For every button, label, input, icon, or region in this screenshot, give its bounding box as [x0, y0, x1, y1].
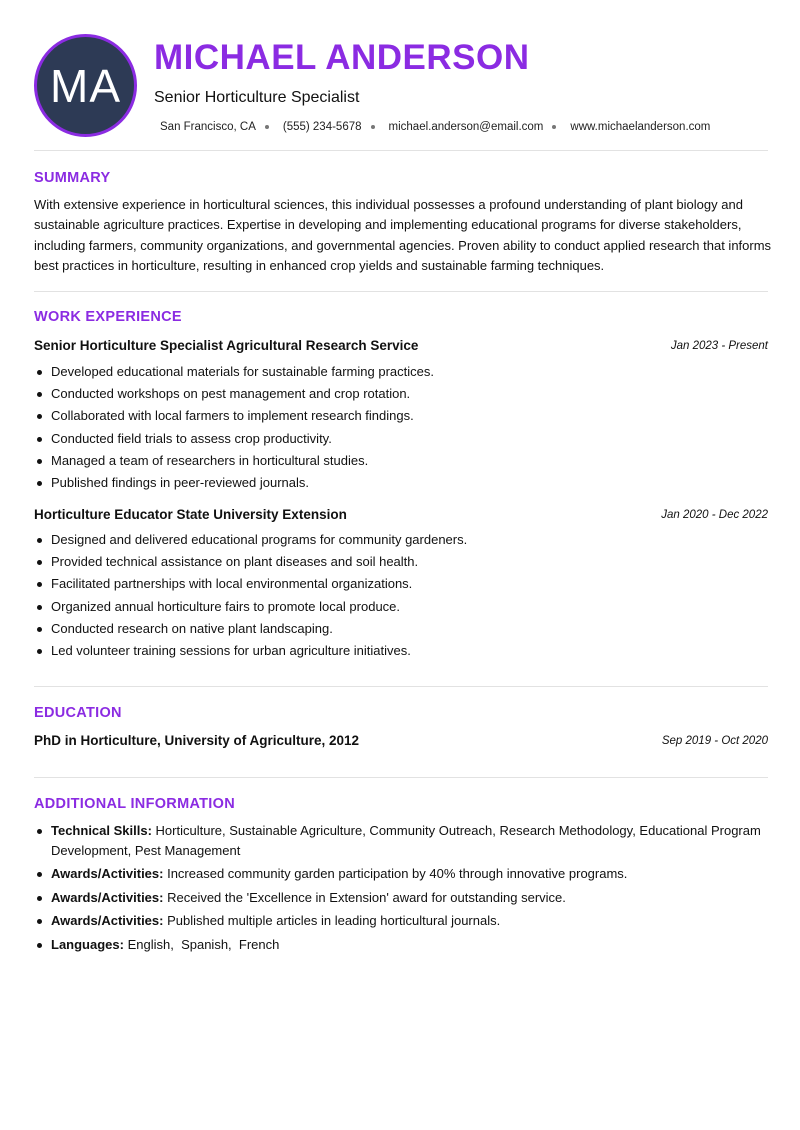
- education-dates: Sep 2019 - Oct 2020: [661, 735, 768, 747]
- additional-heading: ADDITIONAL INFORMATION: [34, 796, 235, 812]
- separator-dot-icon: [552, 125, 556, 129]
- list-item: [34, 821, 768, 860]
- avatar: MA: [34, 34, 137, 137]
- contact-location: San Francisco, CA: [160, 121, 256, 133]
- list-item: Conducted research on native plant landscaping.: [34, 618, 467, 640]
- section-divider: [34, 686, 768, 687]
- item-text: Horticulture, Sustainable Agriculture, Community Outreach, Research Methodology, Educational Program Development, Pest Management: [51, 823, 761, 858]
- contact-email[interactable]: michael.anderson@email.com: [388, 121, 544, 133]
- item-label: Technical Skills:: [51, 823, 152, 838]
- list-item: Facilitated partnerships with local environmental organizations.: [34, 573, 467, 595]
- list-item: Conducted field trials to assess crop productivity.: [34, 428, 434, 450]
- summary-text: With extensive experience in horticultural sciences, this individual possesses a profound understanding of plant biology and sustainable agriculture practices. Expertise in developing and implementing educational programs for diverse stakeholders, including farmers, community organizations, and governmental agencies. Proven ability to conduct applied research that informs best practices in horticulture, resulting in enhanced crop yields and sustainable farming techniques.: [34, 197, 772, 273]
- resume-header: [34, 34, 768, 138]
- candidate-role: Senior Horticulture Specialist: [154, 89, 360, 106]
- list-item: Organized annual horticulture fairs to promote local produce.: [34, 596, 467, 618]
- list-item: Designed and delivered educational programs for community gardeners.: [34, 529, 467, 551]
- section-divider: [34, 291, 768, 292]
- item-label: Awards/Activities:: [51, 889, 164, 905]
- experience-heading: WORK EXPERIENCE: [34, 309, 182, 325]
- list-item: Published findings in peer-reviewed journals.: [34, 472, 434, 494]
- job-bullets: [34, 361, 434, 494]
- job-header: [34, 338, 768, 356]
- contact-phone[interactable]: (555) 234-5678: [282, 121, 362, 133]
- candidate-name: MICHAEL ANDERSON: [154, 38, 530, 77]
- list-item: Collaborated with local farmers to implement research findings.: [34, 405, 434, 427]
- list-item: Conducted workshops on pest management and crop rotation.: [34, 383, 434, 405]
- job-bullets: [34, 529, 467, 662]
- list-item: Provided technical assistance on plant diseases and soil health.: [34, 551, 467, 573]
- item-text: Published multiple articles in leading horticultural journals.: [167, 913, 501, 928]
- contact-website[interactable]: www.michaelanderson.com: [570, 121, 711, 133]
- item-label: Awards/Activities:: [51, 866, 164, 881]
- summary-heading: SUMMARY: [34, 170, 111, 186]
- separator-dot-icon: [265, 125, 269, 129]
- job-title: Senior Horticulture Specialist Agricultural Research Service: [34, 338, 419, 353]
- job-dates: Jan 2023 - Present: [670, 340, 768, 352]
- item-label: Languages:: [51, 936, 124, 952]
- additional-list: [34, 821, 768, 958]
- job-title: Horticulture Educator State University Extension: [34, 507, 347, 522]
- list-item: [34, 864, 768, 884]
- list-item: Led volunteer training sessions for urban agriculture initiatives.: [34, 640, 467, 662]
- list-item: Managed a team of researchers in horticultural studies.: [34, 450, 434, 472]
- section-divider: [34, 777, 768, 778]
- list-item: [34, 911, 768, 931]
- item-text: Received the 'Excellence in Extension' award for outstanding service.: [167, 889, 566, 905]
- education-degree: PhD in Horticulture, University of Agriculture, 2012: [34, 733, 360, 748]
- contact-info: [160, 121, 710, 133]
- list-item: Developed educational materials for sustainable farming practices.: [34, 361, 434, 383]
- item-text: English, Spanish, French: [127, 936, 280, 952]
- list-item: [34, 888, 768, 908]
- item-text: Increased community garden participation by 40% through innovative programs.: [167, 866, 628, 881]
- education-heading: EDUCATION: [34, 705, 122, 721]
- item-label: Awards/Activities:: [51, 913, 164, 928]
- job-dates: Jan 2020 - Dec 2022: [661, 509, 768, 521]
- education-entry: [34, 733, 768, 751]
- section-divider: [34, 150, 768, 151]
- job-header: [34, 507, 768, 525]
- separator-dot-icon: [371, 125, 375, 129]
- list-item: [34, 935, 768, 955]
